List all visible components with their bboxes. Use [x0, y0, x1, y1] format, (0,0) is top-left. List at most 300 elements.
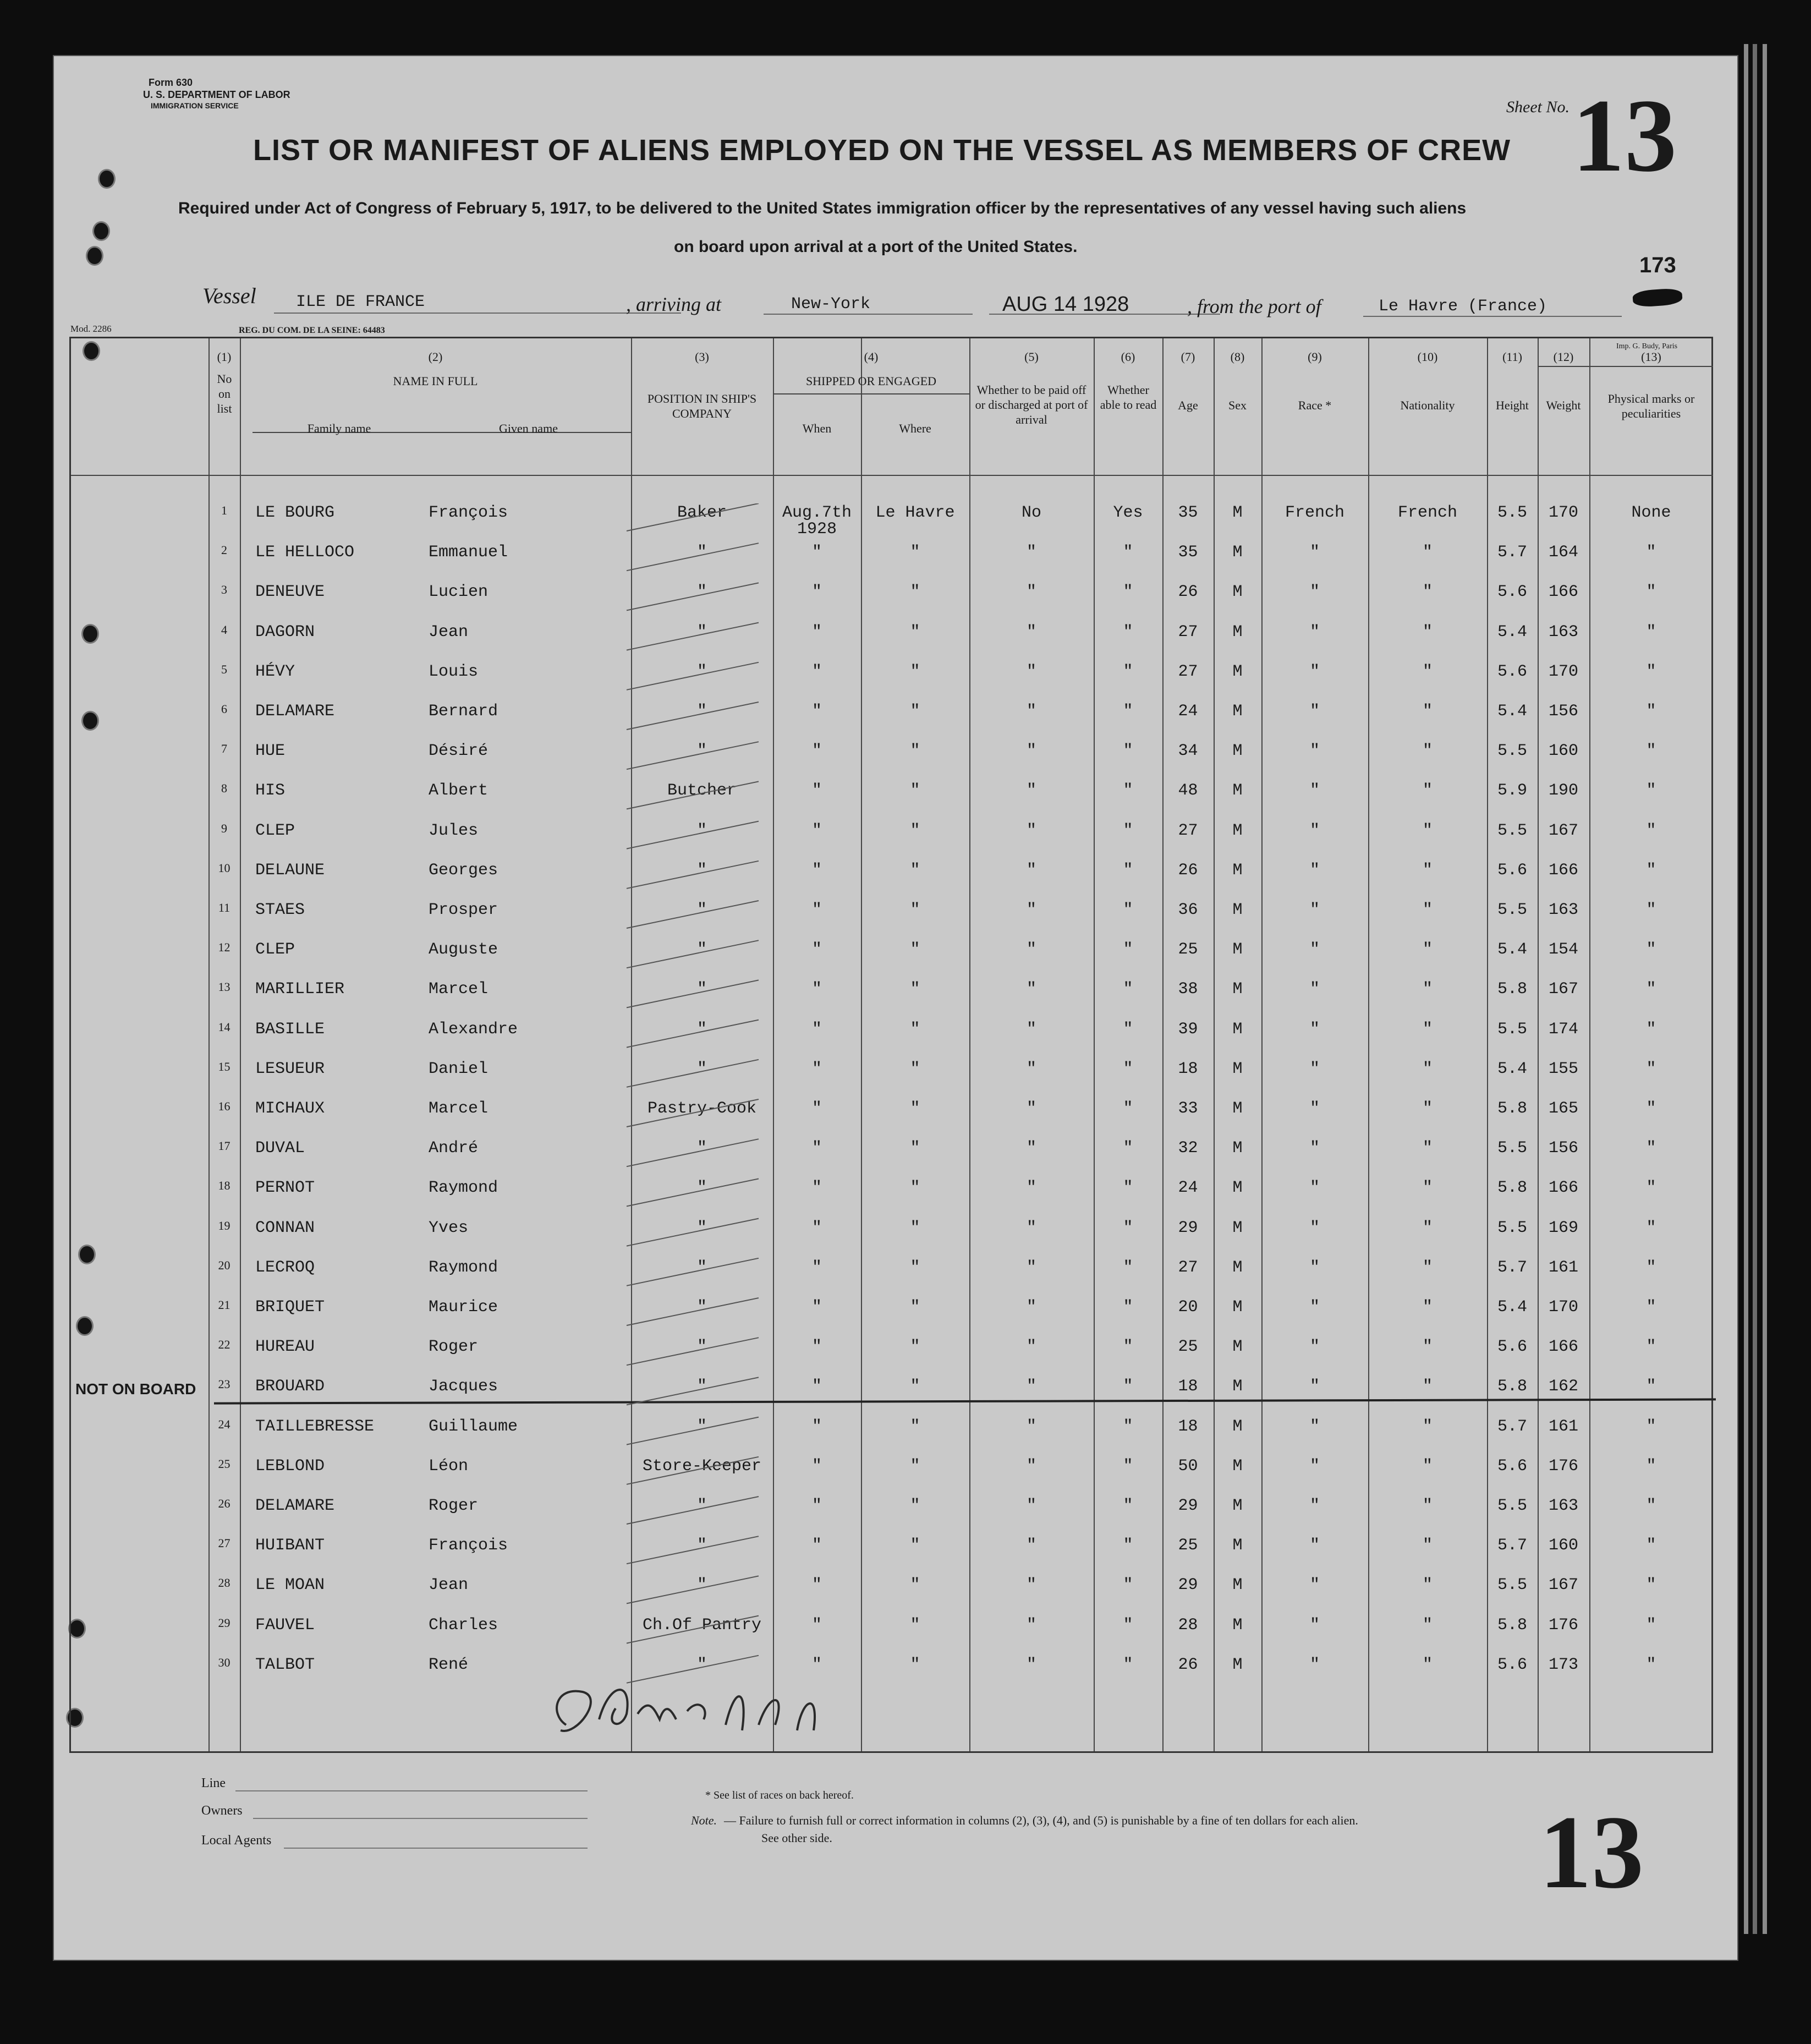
cell-given: Léon [429, 1456, 469, 1476]
cell-nationality: " [1422, 1258, 1433, 1277]
c4: SHIPPED OR ENGAGED [805, 374, 937, 388]
cell-given: Emmanuel [429, 543, 508, 562]
cell-given: Jean [429, 1576, 469, 1595]
cell-when: " [811, 1099, 822, 1118]
c9: Race * [1298, 398, 1332, 412]
cell-weight: 166 [1548, 583, 1578, 602]
cell-marks: " [1646, 1615, 1656, 1635]
cell-nationality: " [1422, 1020, 1433, 1039]
cell-where: " [910, 543, 920, 562]
cell-age: 25 [1178, 1536, 1198, 1555]
service: IMMIGRATION SERVICE [151, 101, 239, 110]
cell-height: 5.8 [1497, 1099, 1527, 1118]
cell-when-year: 1928 [797, 520, 837, 539]
cell-position: " [696, 622, 707, 642]
table-row [71, 1536, 1713, 1576]
cell-race: " [1309, 543, 1320, 562]
cell-given: François [429, 1536, 508, 1555]
cell-height: 5.8 [1497, 1377, 1527, 1396]
cell-family: CLEP [255, 821, 295, 840]
cell-position: " [696, 1059, 707, 1078]
cell-when: " [811, 980, 822, 999]
arriving-label: , arriving at [626, 293, 722, 315]
cell-no: 6 [221, 702, 227, 716]
cell-position: " [696, 1655, 707, 1674]
cell-weight: 169 [1548, 1218, 1578, 1237]
cell-family: TALBOT [255, 1655, 315, 1674]
cell-age: 34 [1178, 742, 1198, 761]
cell-where: " [910, 1615, 920, 1635]
footer-line-label: Line [201, 1776, 226, 1790]
cell-where: " [910, 1139, 920, 1158]
c8: Sex [1228, 398, 1247, 412]
cell-read: " [1123, 821, 1133, 840]
cell-position: " [696, 1377, 707, 1396]
cell-sex: M [1232, 1059, 1243, 1078]
cell-paid: " [1026, 1417, 1036, 1436]
cell-race: " [1309, 1258, 1320, 1277]
cell-given: Jules [429, 821, 479, 840]
cell-age: 27 [1178, 821, 1198, 840]
crew-table [69, 337, 1713, 1753]
cell-family: LEBLOND [255, 1456, 325, 1476]
cell-read: " [1123, 1417, 1133, 1436]
table-row [71, 583, 1713, 622]
header-rule [71, 475, 1713, 476]
cell-given: Marcel [429, 1099, 489, 1118]
cell-nationality: " [1422, 1099, 1433, 1118]
cell-family: LE MOAN [255, 1576, 325, 1595]
cell-given: André [429, 1139, 479, 1158]
cell-family: HUREAU [255, 1338, 315, 1357]
cell-position: " [696, 742, 707, 761]
cell-height: 5.7 [1497, 1536, 1527, 1555]
cell-sex: M [1232, 1655, 1243, 1674]
cell-race: " [1309, 742, 1320, 761]
cell-where: " [910, 940, 920, 960]
cell-family: BROUARD [255, 1377, 325, 1396]
cell-race: " [1309, 662, 1320, 681]
cell-marks: " [1646, 1099, 1656, 1118]
cell-nationality: " [1422, 1179, 1433, 1198]
c2: NAME IN FULL [393, 374, 478, 388]
cell-position: " [696, 901, 707, 919]
cell-read: " [1123, 583, 1133, 602]
cell-age: 35 [1178, 543, 1198, 562]
cell-sex: M [1232, 1417, 1243, 1436]
cell-read: " [1123, 622, 1133, 642]
cell-marks: " [1646, 1179, 1656, 1198]
cell-position: " [696, 583, 707, 602]
cell-read: " [1123, 1377, 1133, 1396]
cell-paid: " [1026, 1497, 1036, 1515]
cell-sex: M [1232, 1576, 1243, 1595]
cell-position: " [696, 662, 707, 681]
sheet-label: Sheet No. [1506, 98, 1569, 116]
cell-no: 17 [218, 1139, 231, 1153]
cell-position: " [696, 1298, 707, 1317]
cell-when: " [811, 1655, 822, 1674]
cell-race: " [1309, 940, 1320, 960]
cell-when: " [811, 543, 822, 562]
sheet-number: 13 [1572, 78, 1677, 194]
cell-age: 18 [1178, 1417, 1198, 1436]
cell-marks: " [1646, 1497, 1656, 1515]
cell-read: " [1123, 1615, 1133, 1635]
cell-family: LE BOURG [255, 503, 335, 522]
cell-race: " [1309, 622, 1320, 642]
cell-race: " [1309, 1020, 1320, 1039]
cell-weight: 163 [1548, 1497, 1578, 1515]
cell-weight: 165 [1548, 1099, 1578, 1118]
cell-sex: M [1232, 543, 1243, 562]
cell-family: LE HELLOCO [255, 543, 355, 562]
cell-marks: " [1646, 1298, 1656, 1317]
cell-height: 5.7 [1497, 543, 1527, 562]
cell-height: 5.5 [1497, 503, 1527, 522]
cell-marks: " [1646, 821, 1656, 840]
cell-where: " [910, 781, 920, 801]
cell-when: " [811, 1139, 822, 1158]
cell-family: HÉVY [255, 662, 295, 681]
cell-age: 27 [1178, 622, 1198, 642]
penalty-note: — Failure to furnish full or correct information in columns (2), (3), (4), and (5) is punishable by a fine of ten dollars for each alien. [724, 1813, 1358, 1827]
table-row [71, 901, 1713, 940]
cell-read: " [1123, 1218, 1133, 1237]
cell-weight: 170 [1548, 662, 1578, 681]
cell-height: 5.4 [1497, 940, 1527, 960]
cell-nationality: " [1422, 1059, 1433, 1078]
cell-race: " [1309, 1218, 1320, 1237]
cell-paid: " [1026, 1179, 1036, 1198]
cell-position: " [696, 980, 707, 999]
c5: Whether to be paid off or discharged at port of arrival [975, 383, 1088, 426]
cell-paid: " [1026, 622, 1036, 642]
cell-marks: " [1646, 940, 1656, 960]
c13-num: (13) [1641, 350, 1661, 364]
cell-where: " [910, 1258, 920, 1277]
table-row [71, 821, 1713, 861]
cell-height: 5.5 [1497, 1497, 1527, 1515]
cell-position: " [696, 1576, 707, 1595]
cell-age: 29 [1178, 1576, 1198, 1595]
cell-sex: M [1232, 821, 1243, 840]
bottom-sheet-number: 13 [1539, 1795, 1644, 1910]
cell-marks: " [1646, 1576, 1656, 1595]
cell-position: " [696, 1417, 707, 1436]
cell-weight: 163 [1548, 901, 1578, 919]
note-label: Note. [691, 1813, 717, 1827]
cell-marks: " [1646, 702, 1656, 721]
cell-no: 1 [221, 503, 227, 517]
cell-family: STAES [255, 901, 305, 919]
cell-paid: " [1026, 1258, 1036, 1277]
cell-family: HUIBANT [255, 1536, 325, 1555]
cell-read: " [1123, 1338, 1133, 1357]
cell-where: " [910, 1218, 920, 1237]
cell-race: " [1309, 1377, 1320, 1396]
cell-height: 5.5 [1497, 1139, 1527, 1158]
cell-paid: " [1026, 1536, 1036, 1555]
cell-paid: " [1026, 1218, 1036, 1237]
cell-weight: 156 [1548, 702, 1578, 721]
subtitle-1: Required under Act of Congress of February 5, 1917, to be delivered to the United States immigration officer by the representatives of any vessel having such aliens [178, 199, 1467, 217]
cell-nationality: French [1397, 503, 1458, 522]
c1-num: (1) [217, 350, 232, 364]
cell-weight: 162 [1548, 1377, 1578, 1396]
cell-when: " [811, 940, 822, 960]
cell-marks: " [1646, 543, 1656, 562]
cell-race: " [1309, 1536, 1320, 1555]
cell-read: " [1123, 662, 1133, 681]
cell-nationality: " [1422, 1417, 1433, 1436]
table-row [71, 623, 1713, 662]
cell-nationality: " [1422, 1536, 1433, 1555]
header-rule [773, 393, 969, 394]
cell-no: 20 [218, 1258, 231, 1272]
table-row [71, 1219, 1713, 1258]
c11: Height [1496, 398, 1529, 412]
cell-read: " [1123, 543, 1133, 562]
cell-weight: 176 [1548, 1615, 1578, 1635]
cell-nationality: " [1422, 781, 1433, 801]
cell-height: 5.4 [1497, 702, 1527, 721]
arrival-date: AUG 14 1928 [1002, 293, 1129, 316]
c2b: Given name [499, 421, 558, 435]
cell-position: " [696, 543, 707, 562]
cell-position: " [696, 1139, 707, 1158]
cell-weight: 155 [1548, 1059, 1578, 1078]
c10-num: (10) [1417, 350, 1438, 364]
cell-where: Le Havre [875, 503, 955, 522]
cell-age: 32 [1178, 1139, 1198, 1158]
cell-given: François [429, 503, 508, 522]
cell-paid: " [1026, 1139, 1036, 1158]
cell-marks: " [1646, 622, 1656, 642]
cell-height: 5.4 [1497, 1298, 1527, 1317]
cell-marks: " [1646, 1258, 1656, 1277]
cell-no: 4 [221, 622, 227, 637]
c2a: Family name [307, 421, 371, 435]
cell-where: " [910, 622, 920, 642]
cell-race: " [1309, 781, 1320, 801]
cell-where: " [910, 1456, 920, 1476]
cell-position: " [696, 702, 707, 721]
cell-sex: M [1232, 583, 1243, 602]
cell-age: 39 [1178, 1020, 1198, 1039]
cell-age: 18 [1178, 1377, 1198, 1396]
cell-where: " [910, 1497, 920, 1515]
table-row [71, 980, 1713, 1020]
cell-weight: 166 [1548, 1338, 1578, 1357]
cell-read: " [1123, 1139, 1133, 1158]
cell-sex: M [1232, 1338, 1243, 1357]
cell-family: LESUEUR [255, 1059, 325, 1078]
cell-age: 24 [1178, 1179, 1198, 1198]
cell-nationality: " [1422, 1338, 1433, 1357]
cell-weight: 170 [1548, 503, 1578, 522]
cell-no: 25 [218, 1456, 231, 1471]
cell-no: 3 [221, 583, 227, 597]
cell-age: 26 [1178, 583, 1198, 602]
c3: POSITION IN SHIP'S COMPANY [647, 392, 757, 420]
cell-height: 5.8 [1497, 1179, 1527, 1198]
cell-where: " [910, 1377, 920, 1396]
cell-marks: " [1646, 1456, 1656, 1476]
cell-where: " [910, 1338, 920, 1357]
c11-num: (11) [1502, 350, 1522, 364]
cell-sex: M [1232, 1020, 1243, 1039]
cell-read: " [1123, 1179, 1133, 1198]
cell-when: " [811, 702, 822, 721]
cell-no: 30 [218, 1655, 231, 1669]
cell-weight: 167 [1548, 980, 1578, 999]
c4b: Where [899, 421, 931, 435]
cell-family: DELAUNE [255, 861, 325, 880]
cell-age: 26 [1178, 861, 1198, 880]
c7-num: (7) [1181, 350, 1195, 364]
cell-position: " [696, 1218, 707, 1237]
cell-weight: 161 [1548, 1417, 1578, 1436]
cell-position: Pastry-Cook [647, 1099, 757, 1118]
cell-given: Charles [429, 1615, 498, 1635]
cell-given: Louis [429, 662, 479, 681]
cell-read: " [1123, 1020, 1133, 1039]
cell-no: 23 [218, 1377, 231, 1391]
cell-family: MARILLIER [255, 980, 345, 999]
cell-marks: " [1646, 742, 1656, 761]
cell-position: Butcher [667, 781, 737, 801]
cell-read: " [1123, 861, 1133, 880]
cell-paid: " [1026, 702, 1036, 721]
table-row [71, 742, 1713, 781]
cell-height: 5.6 [1497, 1456, 1527, 1476]
cell-age: 25 [1178, 1338, 1198, 1357]
cell-given: Jacques [429, 1377, 498, 1396]
cell-no: 12 [218, 940, 231, 955]
cell-no: 19 [218, 1218, 231, 1232]
c12-num: (12) [1553, 350, 1574, 364]
cell-nationality: " [1422, 1576, 1433, 1595]
cell-paid: " [1026, 742, 1036, 761]
cell-read: " [1123, 781, 1133, 801]
c4a: When [802, 421, 832, 435]
cell-nationality: " [1422, 1456, 1433, 1476]
cell-race: " [1309, 1059, 1320, 1078]
cell-sex: M [1232, 861, 1243, 880]
cell-age: 38 [1178, 980, 1198, 999]
cell-no: 16 [218, 1099, 231, 1113]
cell-age: 24 [1178, 702, 1198, 721]
cell-when: " [811, 1417, 822, 1436]
cell-nationality: " [1422, 622, 1433, 642]
cell-marks: " [1646, 1139, 1656, 1158]
form-number: Form 630 [149, 77, 193, 88]
cell-when: " [811, 1020, 822, 1039]
cell-read: " [1123, 742, 1133, 761]
cell-family: PERNOT [255, 1179, 315, 1198]
from-port-label: , from the port of [1187, 295, 1321, 317]
cell-sex: M [1232, 1536, 1243, 1555]
cell-read: " [1123, 1536, 1133, 1555]
cell-weight: 164 [1548, 543, 1578, 562]
cell-given: René [429, 1655, 469, 1674]
table-row [71, 1060, 1713, 1099]
cell-weight: 167 [1548, 821, 1578, 840]
department: U. S. DEPARTMENT OF LABOR [143, 89, 290, 100]
cell-marks: None [1631, 503, 1671, 522]
cell-family: DAGORN [255, 622, 315, 642]
cell-sex: M [1232, 1497, 1243, 1515]
c3-num: (3) [695, 350, 709, 364]
cell-read: " [1123, 1099, 1133, 1118]
cell-given: Auguste [429, 940, 498, 960]
cell-given: Roger [429, 1497, 479, 1515]
cell-nationality: " [1422, 742, 1433, 761]
cell-no: 7 [221, 742, 227, 756]
cell-paid: " [1026, 1020, 1036, 1039]
cell-read: " [1123, 940, 1133, 960]
cell-family: DENEUVE [255, 583, 325, 602]
cell-where: " [910, 1179, 920, 1198]
cell-position: " [696, 1536, 707, 1555]
table-row [71, 543, 1713, 583]
cell-position: " [696, 1020, 707, 1039]
cell-family: TAILLEBRESSE [255, 1417, 375, 1436]
cell-no: 26 [218, 1497, 231, 1510]
cell-position: Ch.Of Pantry [642, 1615, 762, 1635]
cell-race: " [1309, 1655, 1320, 1674]
cell-when: " [811, 583, 822, 602]
c12: Weight [1546, 398, 1581, 412]
cell-no: 22 [218, 1338, 231, 1352]
cell-where: " [910, 742, 920, 761]
cell-no: 11 [218, 901, 231, 914]
cell-no: 27 [218, 1536, 231, 1550]
cell-marks: " [1646, 583, 1656, 602]
table-row [71, 781, 1713, 821]
cell-race: " [1309, 901, 1320, 919]
cell-when: Aug.7th [782, 503, 852, 522]
cell-sex: M [1232, 1298, 1243, 1317]
cell-nationality: " [1422, 543, 1433, 562]
cell-family: LECROQ [255, 1258, 315, 1277]
cell-where: " [910, 1020, 920, 1039]
punch-hole [92, 221, 110, 241]
cell-nationality: " [1422, 1377, 1433, 1396]
table-row [71, 1417, 1713, 1457]
table-row [71, 1099, 1713, 1139]
cell-nationality: " [1422, 1497, 1433, 1515]
cell-weight: 160 [1548, 742, 1578, 761]
cell-position: " [696, 1258, 707, 1277]
cell-when: " [811, 742, 822, 761]
cell-race: " [1309, 821, 1320, 840]
cell-weight: 170 [1548, 1298, 1578, 1317]
cell-when: " [811, 1218, 822, 1237]
cell-paid: " [1026, 662, 1036, 681]
cell-position: " [696, 1497, 707, 1515]
table-row [71, 1377, 1713, 1417]
races-note: * See list of races on back hereof. [705, 1789, 854, 1801]
cell-sex: M [1232, 1615, 1243, 1635]
cell-family: BRIQUET [255, 1298, 325, 1317]
cell-age: 33 [1178, 1099, 1198, 1118]
cell-sex: M [1232, 1218, 1243, 1237]
cell-sex: M [1232, 1139, 1243, 1158]
cell-position: " [696, 861, 707, 880]
cell-nationality: " [1422, 1218, 1433, 1237]
